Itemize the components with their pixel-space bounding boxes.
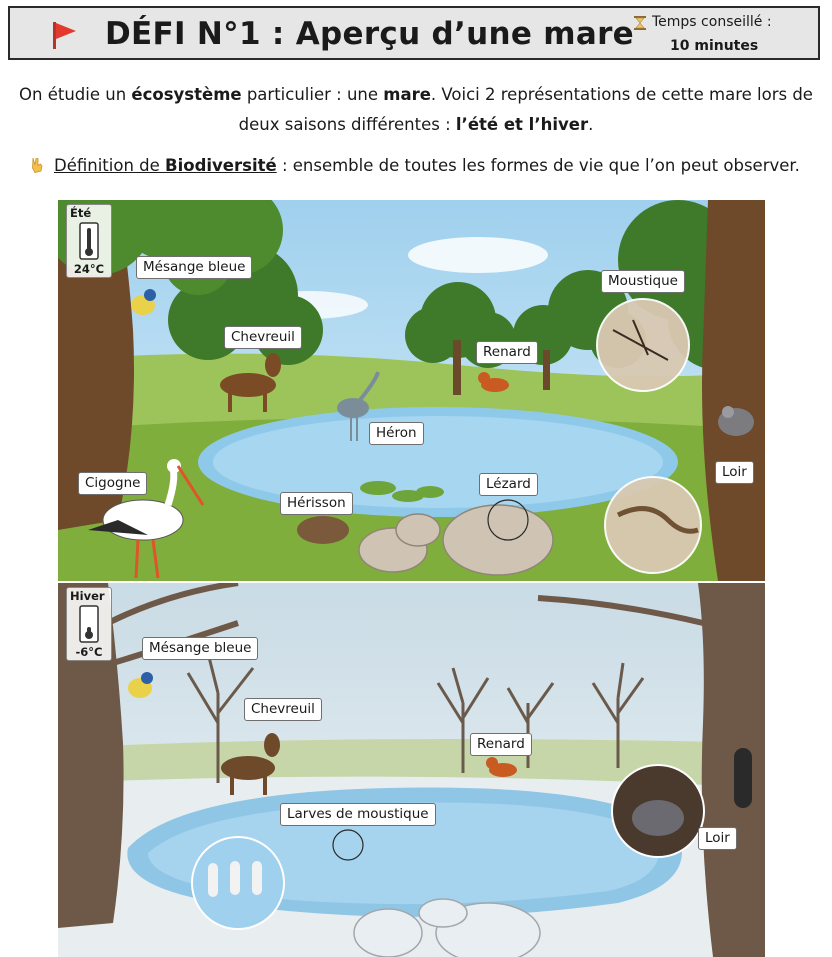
definition-prefix: Définition de bbox=[54, 156, 166, 175]
definition-term: Biodiversité bbox=[165, 156, 277, 175]
label-renard: Renard bbox=[476, 341, 538, 364]
hourglass-icon bbox=[634, 16, 646, 30]
thermometer-icon bbox=[79, 605, 99, 643]
label-chevreuil: Chevreuil bbox=[224, 326, 302, 349]
temperature-value: -6°C bbox=[75, 645, 103, 659]
intro-bold-seasons: l’été et l’hiver bbox=[455, 115, 589, 134]
victory-hand-icon bbox=[28, 156, 46, 174]
label-renard-winter: Renard bbox=[470, 733, 532, 756]
time-value: 10 minutes bbox=[670, 38, 759, 54]
label-mesange-bleue: Mésange bleue bbox=[136, 256, 252, 279]
label-chevreuil-winter: Chevreuil bbox=[244, 698, 322, 721]
intro-paragraph bbox=[10, 80, 822, 140]
temperature-value: 24°C bbox=[73, 262, 105, 276]
intro-bold-ecosysteme: écosystème bbox=[131, 85, 242, 104]
intro-text: particulier : une bbox=[241, 85, 384, 104]
label-heron: Héron bbox=[369, 422, 424, 445]
label-loir-winter: Loir bbox=[698, 827, 737, 850]
intro-bold-mare: mare bbox=[383, 85, 431, 104]
label-cigogne: Cigogne bbox=[78, 472, 147, 495]
definition-text: : ensemble de toutes les formes de vie que l’on peut observer. bbox=[276, 156, 800, 175]
definition-label bbox=[54, 156, 277, 175]
definition-line bbox=[28, 156, 818, 175]
time-box bbox=[630, 10, 816, 58]
summer-illustration bbox=[58, 200, 765, 581]
label-moustique: Moustique bbox=[601, 270, 685, 293]
label-lezard: Lézard bbox=[479, 473, 538, 496]
label-larves-de-moustique: Larves de moustique bbox=[280, 803, 436, 826]
page-title: DÉFI N°1 : Aperçu d’une mare bbox=[105, 16, 634, 52]
season-badge-summer bbox=[66, 204, 112, 278]
label-loir: Loir bbox=[715, 461, 754, 484]
time-label: Temps conseillé : bbox=[652, 14, 772, 30]
winter-illustration bbox=[58, 583, 765, 957]
label-herisson: Hérisson bbox=[280, 492, 353, 515]
season-badge-winter bbox=[66, 587, 112, 661]
season-name: Hiver bbox=[70, 589, 105, 603]
label-mesange-bleue-winter: Mésange bleue bbox=[142, 637, 258, 660]
intro-text: . bbox=[588, 115, 594, 134]
season-name: Été bbox=[70, 206, 92, 220]
header-banner bbox=[8, 6, 820, 60]
intro-text: On étudie un bbox=[19, 85, 132, 104]
thermometer-icon bbox=[79, 222, 99, 260]
intro-text: . Voici 2 représentations de cette mare lors de deux saisons différentes : bbox=[238, 85, 813, 134]
red-flag-icon bbox=[50, 20, 78, 50]
